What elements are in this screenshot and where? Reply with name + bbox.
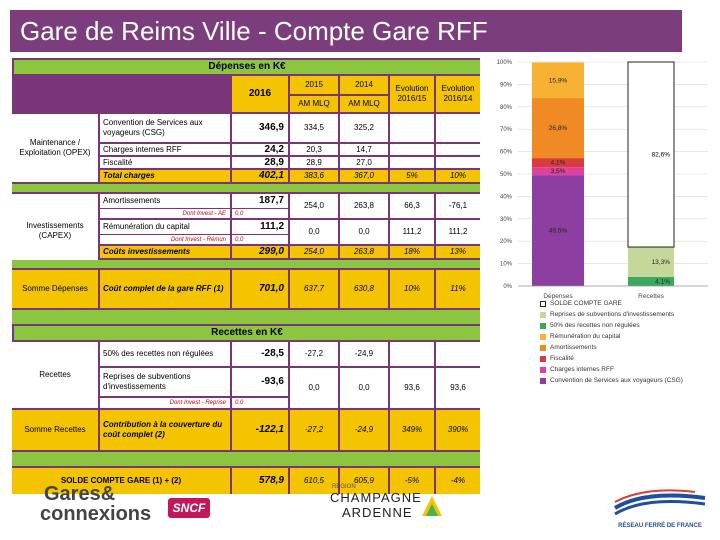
section-header-recettes: Recettes en K€: [14, 326, 480, 340]
legend-item: [540, 333, 710, 341]
sncf-logo: SNCF: [168, 498, 210, 518]
legend-item: [540, 344, 710, 352]
y-tick-label: 30%: [499, 216, 512, 223]
cell-charges-2016: 24,2: [232, 144, 288, 155]
cell-remun-2014: 0,0: [340, 220, 388, 244]
cell-solde-2014: 605,9: [340, 468, 388, 494]
col-header-2015-sub: AM MLQ: [290, 96, 338, 112]
data-label: 3,5%: [550, 168, 566, 176]
note-remun-value: 0,0: [232, 235, 288, 244]
note-remun: Dont Invest - Rémun: [100, 235, 230, 244]
compte-gare-table: [12, 58, 480, 494]
y-tick-label: 90%: [499, 82, 512, 89]
rff-label: RÉSEAU FERRÉ DE FRANCE: [618, 523, 702, 529]
cell-charges-e1516: [390, 144, 434, 155]
cell-amort-2014: 263,8: [340, 194, 388, 218]
cell-fiscalite-2015: 28,9: [290, 157, 338, 168]
row-label-50pct: 50% des recettes non régulées: [100, 342, 230, 366]
cell-contrib-2016: -122,1: [232, 410, 288, 450]
cell-fiscalite-e1614: [436, 157, 480, 168]
cell-reprises-e1516: 93,6: [390, 368, 434, 408]
y-tick-label: 60%: [499, 149, 512, 156]
row-label-fiscalite: Fiscalité: [100, 157, 230, 168]
cell-couts-2016: 299,0: [232, 246, 288, 258]
data-label: 4,1%: [550, 159, 566, 167]
cell-remun-2016: 111,2: [232, 220, 288, 234]
cell-solde-2016: 578,9: [232, 468, 288, 494]
cell-charges-2014: 14,7: [340, 144, 388, 155]
y-tick-label: 10%: [499, 261, 512, 268]
cell-csg-e1516: [390, 114, 434, 142]
row-label-reprises: Reprises de subventions d'investissements: [100, 368, 230, 396]
cell-amort-2015: 254,0: [290, 194, 338, 218]
data-label: 13,3%: [651, 258, 670, 266]
legend-item: [540, 377, 710, 385]
region-emblem-icon: [418, 492, 446, 520]
cell-couts-2015: 254,0: [290, 246, 338, 258]
cell-reprises-2016: -93,6: [232, 368, 288, 396]
y-tick-label: 100%: [496, 60, 512, 66]
legend-item: [540, 311, 710, 319]
col-header-evo-1614: Evolution 2016/14: [436, 76, 480, 112]
legend-label: SOLDE COMPTE GARE: [550, 300, 622, 307]
cell-cout-2014: 630,8: [340, 270, 388, 308]
legend-swatch: [540, 301, 546, 307]
legend-label: Convention de Services aux voyageurs (CSG): [550, 377, 683, 384]
y-tick-label: 80%: [499, 104, 512, 111]
cell-amort-e1516: 66,3: [390, 194, 434, 218]
y-tick-label: 50%: [499, 172, 512, 178]
cell-50pct-2014: -24,9: [340, 342, 388, 366]
legend-label: Reprises de subventions d'investissements: [550, 311, 675, 318]
data-label: 82,6%: [651, 151, 670, 159]
note-amort: Dont Invest - AE: [100, 209, 230, 218]
logo-text-line1: Gares&: [44, 483, 116, 505]
cell-csg-2014: 325,2: [340, 114, 388, 142]
cell-50pct-e1516: [390, 342, 434, 366]
cell-solde-e1516: -5%: [390, 468, 434, 494]
cell-remun-2015: 0,0: [290, 220, 338, 244]
cell-total-e1614: 10%: [436, 170, 480, 182]
region-logo: [330, 484, 480, 534]
cell-50pct-2015: -27,2: [290, 342, 338, 366]
y-tick-label: 70%: [499, 127, 512, 134]
cell-reprises-2014: 0,0: [340, 368, 388, 408]
legend-swatch: [540, 378, 546, 384]
gares-connexions-logo: [40, 484, 165, 534]
legend-swatch: [540, 356, 546, 362]
spacer-row: [12, 184, 480, 192]
legend-label: Fiscalité: [550, 355, 574, 362]
rff-logo: [605, 488, 715, 532]
col-header-2015: 2015: [290, 76, 338, 94]
cell-contrib-e1614: 390%: [436, 410, 480, 450]
row-label-contribution: Contribution à la couverture du coût complet (2): [100, 410, 230, 450]
spacer-row: [12, 452, 480, 466]
row-label-amort: Amortissements: [100, 194, 230, 208]
cell-couts-e1614: 13%: [436, 246, 480, 258]
legend-item: [540, 355, 710, 363]
cell-total-e1516: 5%: [390, 170, 434, 182]
cell-csg-2015: 334,5: [290, 114, 338, 142]
cell-remun-e1516: 111,2: [390, 220, 434, 244]
cell-solde-e1614: -4%: [436, 468, 480, 494]
cell-couts-e1516: 18%: [390, 246, 434, 258]
col-header-2014: 2014: [340, 76, 388, 94]
slide-title: Gare de Reims Ville - Compte Gare RFF: [10, 10, 682, 52]
cell-csg-e1614: [436, 114, 480, 142]
cell-cout-2015: 637,7: [290, 270, 338, 308]
legend-item: [540, 366, 710, 374]
row-label-csg: Convention de Services aux voyageurs (CSG): [100, 114, 230, 142]
note-amort-value: 0,0: [232, 209, 288, 218]
y-tick-label: 0%: [503, 284, 512, 290]
group-label-capex: Investissements (CAPEX): [12, 194, 98, 268]
region-line2: ARDENNE: [342, 505, 413, 520]
data-label: 4,1%: [655, 278, 670, 286]
cell-couts-2014: 263,8: [340, 246, 388, 258]
row-label-remun: Rémunération du capital: [100, 220, 230, 234]
cell-csg-2016: 346,9: [232, 114, 288, 142]
cell-50pct-2016: -28,5: [232, 342, 288, 366]
cell-cout-e1614: 11%: [436, 270, 480, 308]
col-header-2014-sub: AM MLQ: [340, 96, 388, 112]
cell-reprises-2015: 0,0: [290, 368, 338, 408]
cell-reprises-e1614: 93,6: [436, 368, 480, 408]
legend-item: [540, 322, 710, 330]
legend-swatch: [540, 323, 546, 329]
y-tick-label: 40%: [499, 194, 512, 201]
cell-contrib-2014: -24,9: [340, 410, 388, 450]
cell-50pct-e1614: [436, 342, 480, 366]
data-label: 26,8%: [548, 125, 568, 133]
cell-cout-e1516: 10%: [390, 270, 434, 308]
data-label: 49,5%: [548, 227, 568, 235]
cell-fiscalite-2014: 27,0: [340, 157, 388, 168]
region-small-label: RÉGION: [332, 484, 356, 490]
spacer-row: [12, 310, 480, 324]
logo-text-line2: connexions: [40, 503, 152, 525]
cell-amort-e1614: -76,1: [436, 194, 480, 218]
row-label-cout-complet: Coût complet de la gare RFF (1): [100, 270, 230, 308]
row-label-solde: SOLDE COMPTE GARE (1) + (2): [12, 468, 230, 494]
group-label-somme-recettes: Somme Recettes: [12, 410, 98, 450]
legend-swatch: [540, 345, 546, 351]
y-tick-label: 20%: [499, 239, 512, 246]
cell-fiscalite-2016: 28,9: [232, 157, 288, 168]
cell-amort-2016: 187,7: [232, 194, 288, 208]
cell-total-2014: 367,0: [340, 170, 388, 182]
cell-remun-e1614: 111,2: [436, 220, 480, 244]
row-label-charges-rff: Charges internes RFF: [100, 144, 230, 155]
cell-charges-2015: 20,3: [290, 144, 338, 155]
group-label-somme-depenses: Somme Dépenses: [12, 270, 98, 308]
legend-label: Charges internes RFF: [550, 366, 614, 373]
col-header-evo-1516: Evolution 2016/15: [390, 76, 434, 112]
legend-item: [540, 300, 710, 308]
category-label: Recettes: [638, 293, 664, 300]
chart-legend: [540, 300, 710, 388]
group-label-recettes: Recettes: [12, 342, 98, 408]
legend-swatch: [540, 312, 546, 318]
rff-emblem-icon: [605, 488, 715, 518]
legend-label: 50% des recettes non régulées: [550, 322, 640, 329]
cell-cout-2016: 701,0: [232, 270, 288, 308]
category-label: Dépenses: [543, 293, 573, 300]
region-line1: CHAMPAGNE: [330, 490, 422, 505]
row-label-couts-inv: Coûts investissements: [100, 246, 230, 258]
col-header-2016: 2016: [232, 76, 288, 112]
spacer-row: [12, 260, 480, 268]
cell-total-2016: 402,1: [232, 170, 288, 182]
row-label-total-charges: Total charges: [100, 170, 230, 182]
cell-fiscalite-e1516: [390, 157, 434, 168]
cell-total-2015: 383,6: [290, 170, 338, 182]
legend-label: Rémunération du capital: [550, 333, 621, 340]
cell-charges-e1614: [436, 144, 480, 155]
legend-swatch: [540, 334, 546, 340]
group-label-opex: Maintenance / Exploitation (OPEX): [12, 114, 98, 182]
legend-swatch: [540, 367, 546, 373]
cell-contrib-2015: -27,2: [290, 410, 338, 450]
stacked-percent-chart: [482, 56, 718, 306]
note-reprises: Dont Invest - Reprise: [100, 398, 230, 408]
section-header-depenses: Dépenses en K€: [14, 60, 480, 74]
note-reprises-value: 0,0: [232, 398, 288, 408]
cell-contrib-e1516: 349%: [390, 410, 434, 450]
legend-label: Amortissements: [550, 344, 597, 351]
cell-solde-2015: 610,5: [290, 468, 338, 494]
data-label: 15,9%: [548, 77, 568, 85]
